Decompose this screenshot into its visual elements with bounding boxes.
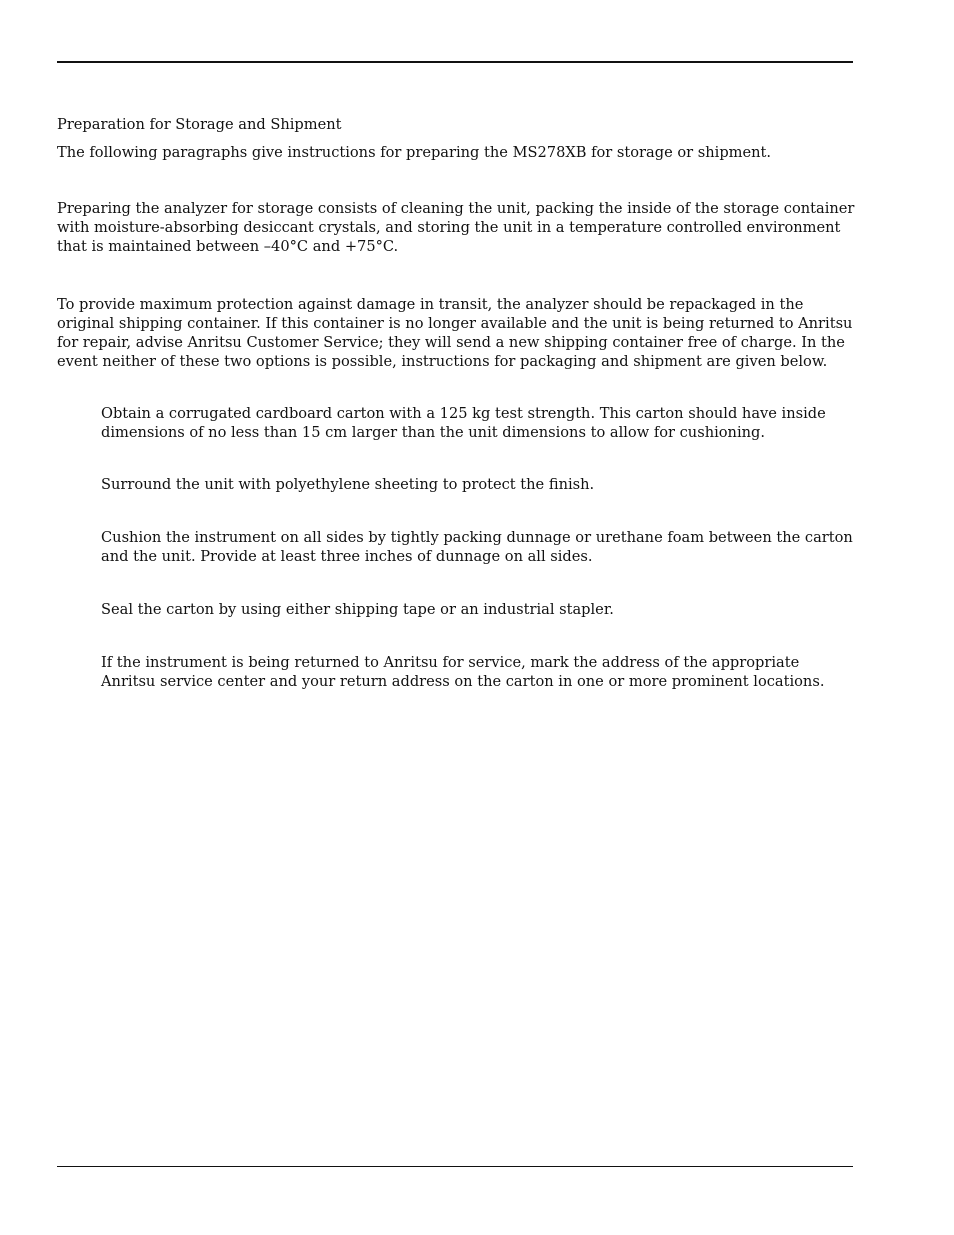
packing-step: Seal the carton by using either shipping tape or an industrial stapler. bbox=[101, 601, 614, 618]
storage-paragraph: Preparing the analyzer for storage consists of cleaning the unit, packing the inside of the storage container with moisture-absorbing desiccant crystals, and storing the unit in a temperature controlled environment that is maintained between –40°C and +75°C. bbox=[57, 200, 855, 255]
header-rule bbox=[57, 61, 853, 63]
shipment-paragraph: To provide maximum protection against damage in transit, the analyzer should be repackaged in the original shipping container. If this container is no longer available and the unit is being returned to Anritsu for repair, advise Anritsu Customer Service; they will send a new shipping container free of charge. In the event neither of these two options is possible, instructions for packaging and shipment are given below. bbox=[57, 296, 853, 370]
intro-paragraph: The following paragraphs give instructions for preparing the MS278XB for storage or shipment. bbox=[57, 144, 772, 161]
footer-rule bbox=[57, 1166, 853, 1167]
packing-step: Obtain a corrugated cardboard carton with a 125 kg test strength. This carton should have inside dimensions of no less than 15 cm larger than the unit dimensions to allow for cushioning. bbox=[101, 405, 826, 441]
packing-step: If the instrument is being returned to Anritsu for service, mark the address of the appropriate Anritsu service center and your return address on the carton in one or more prominent locations. bbox=[101, 654, 825, 690]
packing-step: Surround the unit with polyethylene sheeting to protect the finish. bbox=[101, 476, 595, 493]
packing-step: Cushion the instrument on all sides by tightly packing dunnage or urethane foam between the carton and the unit. Provide at least three inches of dunnage on all sides. bbox=[101, 529, 853, 565]
section-heading: Preparation for Storage and Shipment bbox=[57, 116, 342, 133]
